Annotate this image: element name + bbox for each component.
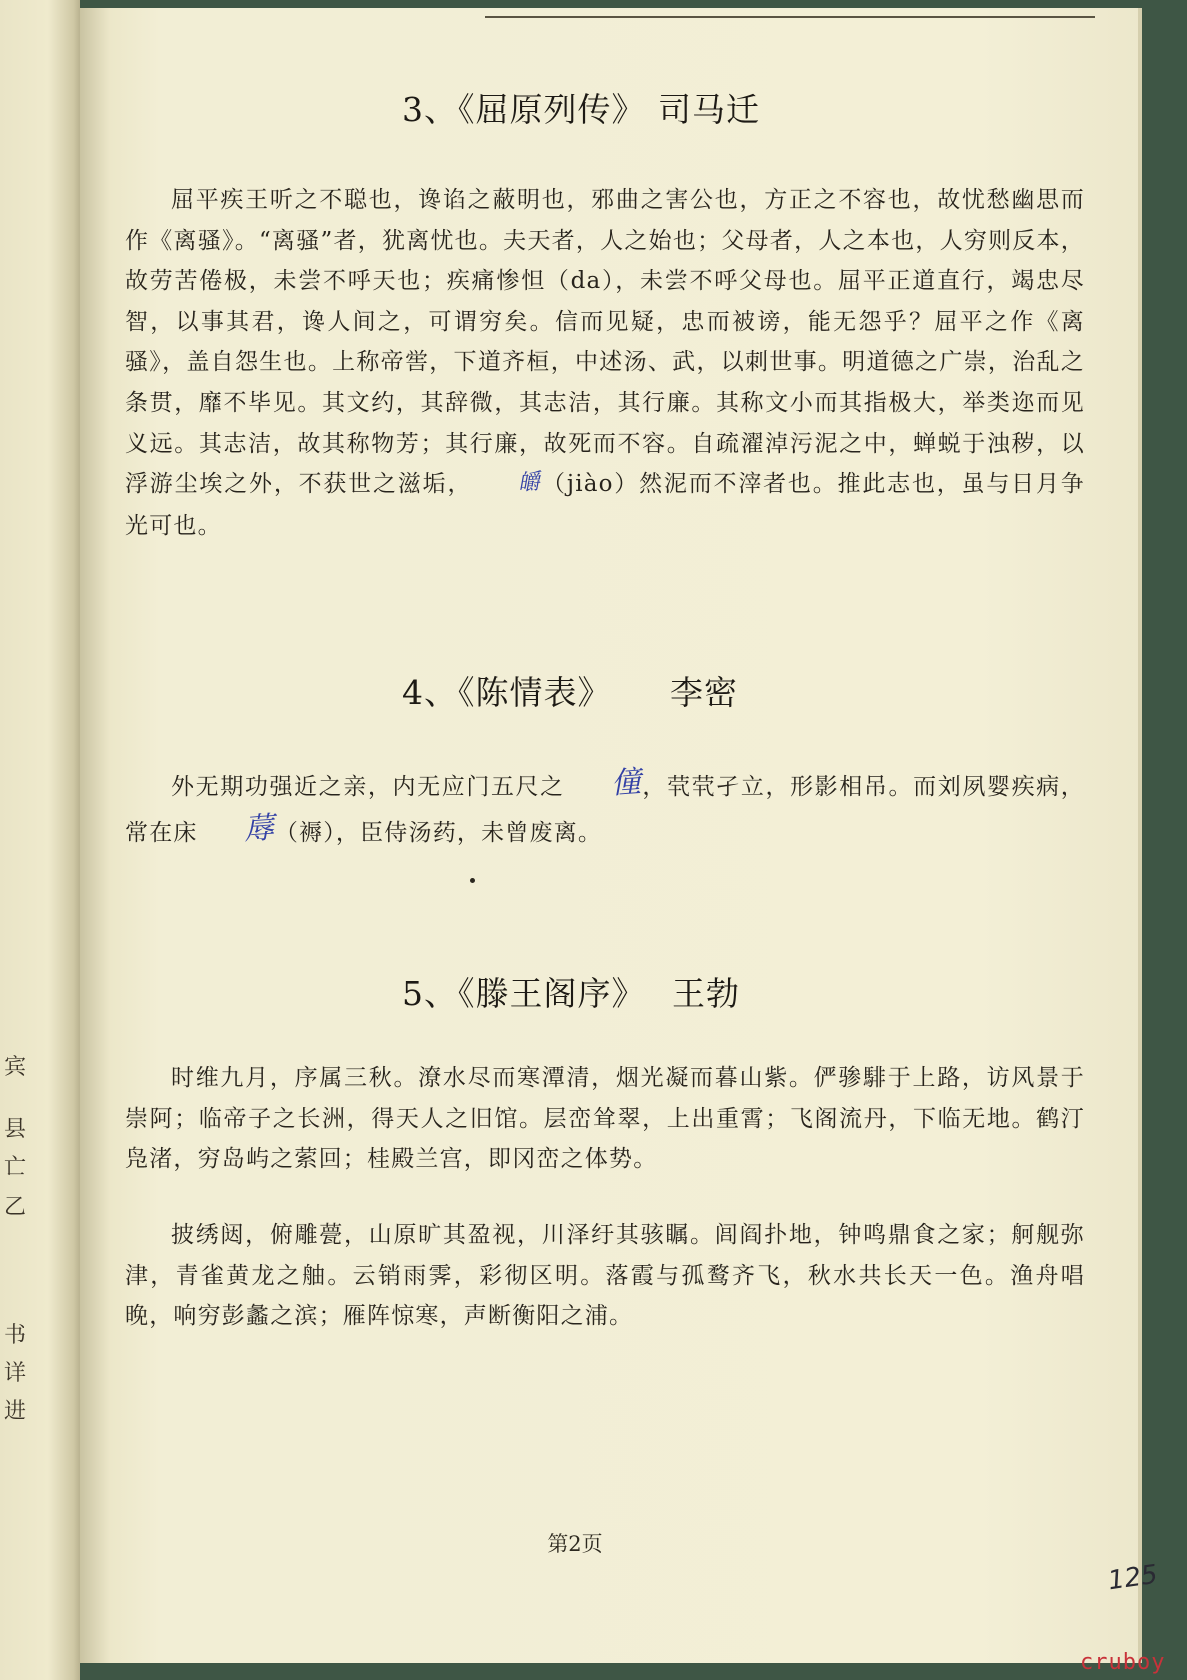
paragraph-text: ，茕茕孑立，形影相吊。而刘夙婴疾病，常在床: [125, 774, 1085, 846]
adjacent-page-glyph: 宾: [3, 1055, 26, 1080]
handwritten-annotation: 僮: [609, 764, 644, 802]
adjacent-page-glyph: 亡: [3, 1155, 26, 1180]
page-number: 第2页: [547, 1532, 603, 1556]
ink-dot: [470, 878, 475, 883]
section-paragraph: [125, 763, 1085, 855]
paragraph-text: 屈平疾王听之不聪也，谗谄之蔽明也，邪曲之害公也，方正之不容也，故忧愁幽思而作《离骚》。“离骚”者，犹离忧也。夫天者，人之始也；父母者，人之本也，人穷则反本，故劳苦倦极，未尝不呼天也；疾痛惨怛（da），未尝不呼父母也。屈平正道直行，竭忠尽智，以事其君，谗人间之，可谓穷矣。信而见疑，忠而被谤，能无怨乎？屈平之作《离骚》，盖自怨生也。上称帝喾，下道齐桓，中述汤、武，以刺世事。明道德之广崇，治乱之条贯，靡不毕见。其文约，其辞微，其志洁，其行廉。其称文小而其指极大，举类迩而见义远。其志洁，故其称物芳；其行廉，故死而不容。自疏濯淖污泥之中，蝉蜕于浊秽，以浮游尘埃之外，不获世之滋垢，: [125, 187, 1085, 498]
top-rule: [485, 16, 1095, 18]
author-name: 司马迁: [658, 90, 760, 129]
adjacent-page-glyph: 详: [3, 1361, 26, 1386]
work-title: 3、《屈原列传》: [402, 90, 646, 129]
handwritten-annotation: 蓐: [242, 810, 276, 848]
paragraph-text: （jiào）然泥而不滓者也。推此志也，虽与日月争光可也。: [125, 471, 1085, 539]
section-paragraph: [125, 180, 1085, 546]
adjacent-page-glyph: 书: [3, 1323, 26, 1348]
paragraph-text: （褥），臣侍汤药，未曾废离。: [274, 820, 603, 846]
handwritten-annotation: 皭: [517, 469, 543, 497]
watermark: cruboy: [1080, 1650, 1166, 1675]
work-title: 5、《滕王阁序》: [402, 974, 646, 1013]
adjacent-page-glyph: 进: [3, 1399, 26, 1424]
adjacent-page-glyph: 县: [3, 1117, 26, 1142]
adjacent-page-glyph: 乙: [3, 1195, 26, 1220]
page-edge: [1138, 8, 1142, 1663]
author-name: 李密: [670, 673, 738, 712]
adjacent-page-strip: [0, 0, 80, 1680]
document-page: [80, 8, 1160, 1663]
section-paragraph: 时维九月，序属三秋。潦水尽而寒潭清，烟光凝而暮山紫。俨骖騑于上路，访风景于崇阿；临帝子之长洲，得天人之旧馆。层峦耸翠，上出重霄；飞阁流丹，下临无地。鹤汀凫渚，穷岛屿之萦回；桂殿兰宫，即冈峦之体势。: [125, 1065, 1085, 1173]
handwritten-page-number: 125: [1106, 1559, 1160, 1597]
work-title: 4、《陈情表》: [402, 673, 612, 712]
section-paragraph: 披绣闼，俯雕甍，山原旷其盈视，川泽纡其骇瞩。闾阎扑地，钟鸣鼎食之家；舸舰弥津，青雀黄龙之舳。云销雨霁，彩彻区明。落霞与孤鹜齐飞，秋水共长天一色。渔舟唱晚，响穷彭蠡之滨；雁阵惊寒，声断衡阳之浦。: [125, 1222, 1085, 1330]
paragraph-text: 外无期功强近之亲，内无应门五尺之: [171, 774, 565, 800]
author-name: 王勃: [672, 974, 740, 1013]
